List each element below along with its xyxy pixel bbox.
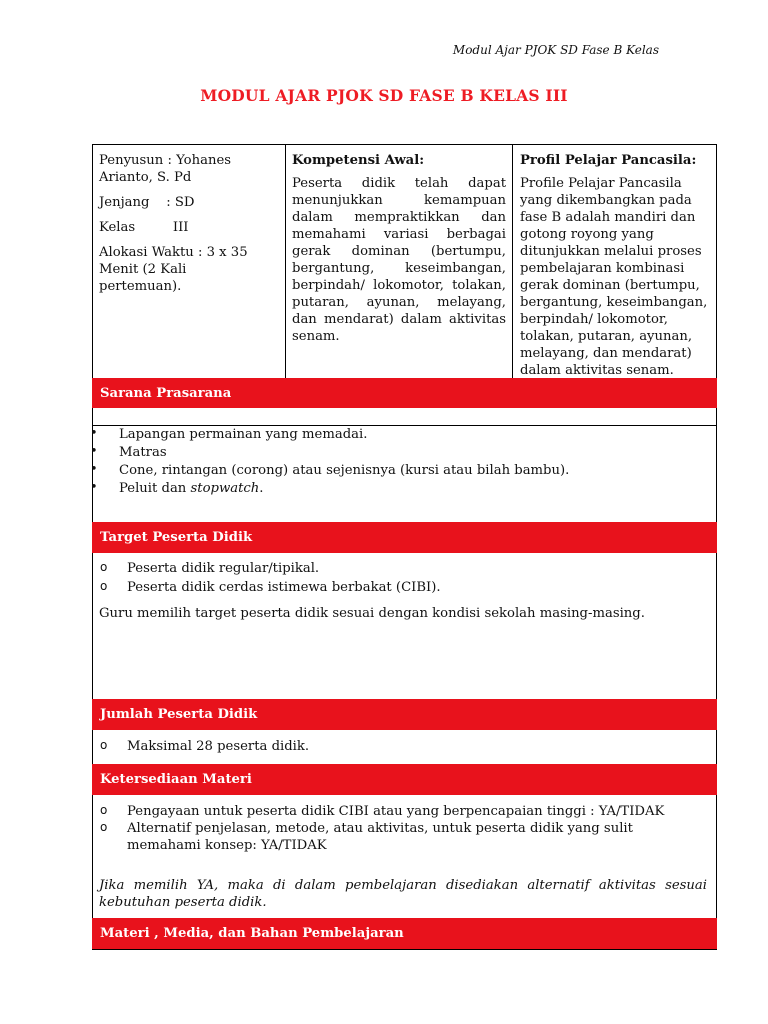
alokasi-text: Alokasi Waktu : 3 x 35 Menit (2 Kali pertemuan). [99, 245, 248, 294]
target-note: Guru memilih target peserta didik sesuai dengan kondisi sekolah masing-masing. [99, 606, 645, 621]
profil-body: Profile Pelajar Pancasila yang dikembangkan pada fase B adalah mandiri dan gotong royong yang ditunjukkan melalui proses pembelajaran kombinasi gerak dominan (bertumpu, bergantung, keseimbangan, berpindah/ lokomotor, tolakan, putaran, ayunan, melayang, dan mendarat) dalam aktivitas senam. [520, 176, 708, 378]
profil-cell [520, 152, 712, 379]
ketersediaan-heading: Ketersediaan Materi [100, 772, 252, 787]
jumlah-header [92, 699, 717, 730]
document-title: MODUL AJAR PJOK SD FASE B KELAS III [200, 86, 568, 105]
penyusun-text: Penyusun : Yohanes Arianto, S. Pd [99, 153, 232, 185]
jumlah-item: Maksimal 28 peserta didik. [127, 739, 310, 754]
sarana-heading: Sarana Prasarana [100, 385, 232, 401]
sarana-header [92, 378, 717, 408]
ketersediaan-item: Alternatif penjelasan, metode, atau aktivitas, untuk peserta didik yang sulit memahami konsep: YA/TIDAK [127, 821, 633, 853]
bullet-icon: • [90, 480, 98, 495]
target-heading: Target Peserta Didik [100, 530, 253, 545]
target-header [92, 522, 717, 553]
materi-heading: Materi , Media, dan Bahan Pembelajaran [100, 926, 404, 941]
circle-bullet-icon: o [100, 579, 108, 593]
ketersediaan-header [92, 764, 717, 795]
sarana-item-tail: . [259, 481, 264, 496]
jenjang-text: Jenjang : SD [99, 195, 195, 210]
column-divider [512, 144, 513, 378]
circle-bullet-icon: o [100, 738, 108, 752]
target-item: Peserta didik cerdas istimewa berbakat (CIBI). [127, 580, 441, 595]
sarana-item: Cone, rintangan (corong) atau sejenisnya (kursi atau bilah bambu). [119, 463, 570, 478]
bullet-icon: • [90, 426, 98, 441]
bullet-icon: • [90, 444, 98, 459]
bullet-icon: • [90, 462, 98, 477]
jumlah-heading: Jumlah Peserta Didik [100, 707, 258, 722]
sarana-item [119, 480, 264, 497]
circle-bullet-icon: o [100, 560, 108, 574]
circle-bullet-icon: o [100, 803, 108, 817]
profil-heading: Profil Pelajar Pancasila: [520, 153, 697, 168]
running-header: Modul Ajar PJOK SD Fase B Kelas [452, 43, 659, 57]
ketersediaan-note: Jika memilih YA, maka di dalam pembelajaran disediakan alternatif aktivitas sesuai kebutuhan peserta didik. [99, 878, 707, 910]
kompetensi-cell [292, 152, 506, 345]
sarana-item: Lapangan permainan yang memadai. [119, 427, 368, 442]
identity-cell [99, 152, 283, 295]
ketersediaan-item: Pengayaan untuk peserta didik CIBI atau yang berpencapaian tinggi : YA/TIDAK [127, 804, 665, 819]
circle-bullet-icon: o [100, 820, 108, 834]
target-item: Peserta didik regular/tipikal. [127, 561, 320, 576]
sarana-item: Matras [119, 445, 167, 460]
sarana-item-text: Peluit dan [119, 481, 187, 496]
sarana-item-italic: stopwatch [190, 481, 260, 496]
column-divider [285, 144, 286, 378]
kelas-text: Kelas III [99, 220, 189, 235]
kompetensi-body: Peserta didik telah dapat menunjukkan kemampuan dalam mempraktikkan dan memahami variasi berbagai gerak dominan (bertumpu, bergantung, keseimbangan, berpindah/ lokomotor, tolakan, putaran, ayunan, melayang, dan mendarat) dalam aktivitas senam. [292, 176, 506, 344]
kompetensi-heading: Kompetensi Awal: [292, 153, 425, 168]
materi-header [92, 918, 717, 949]
